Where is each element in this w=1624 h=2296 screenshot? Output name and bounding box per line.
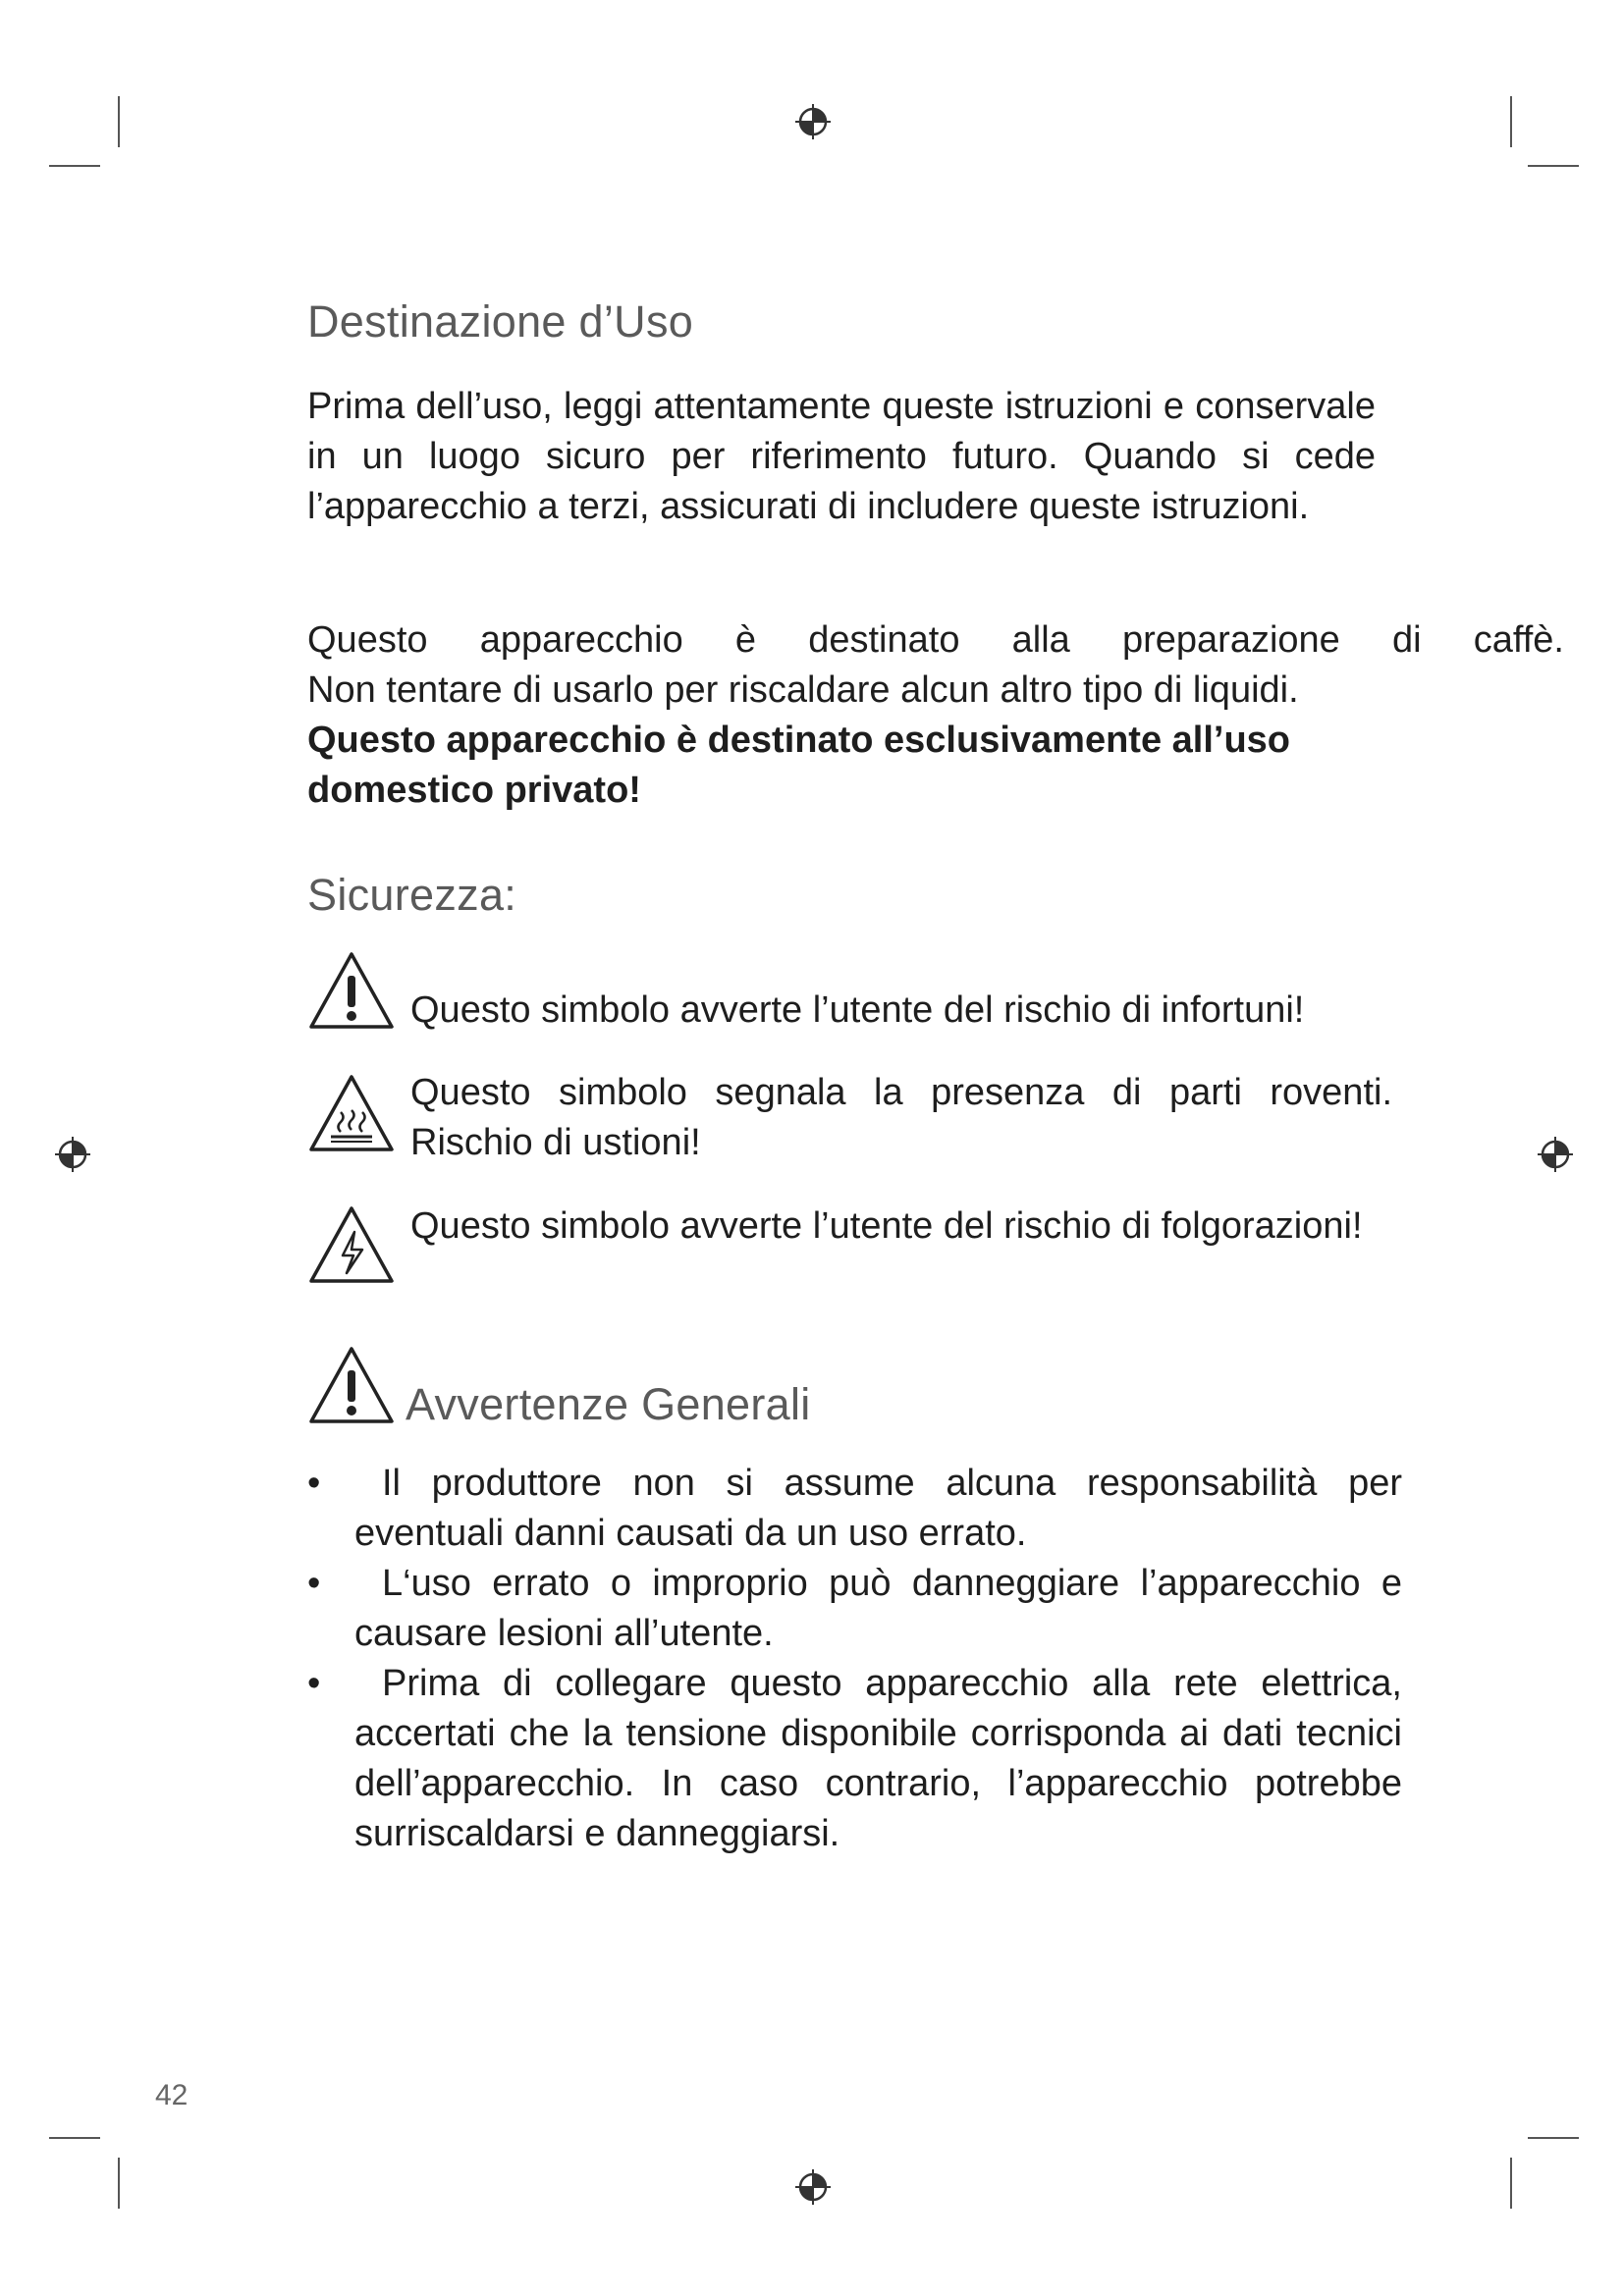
destination-paragraph-2-line-2: Non tentare di usarlo per riscaldare alcun altro tipo di liquidi. [307,669,1299,711]
bullet-icon: • [307,1563,321,1604]
crop-mark [49,2137,100,2139]
crop-mark [1528,2137,1579,2139]
warning-exclamation-icon [307,950,396,1031]
crop-mark [1510,96,1512,147]
list-item-text: L‘uso errato o improprio può danneggiare l’apparecchio e causare lesioni all’utente. [354,1563,1402,1654]
section-title-general-warnings: Avvertenze Generali [406,1379,811,1429]
warning-exclamation-icon [307,1345,396,1425]
section-title-destination: Destinazione d’Uso [307,296,694,347]
bullet-icon: • [307,1663,321,1704]
list-item-text: Il produttore non si assume alcuna responsabilità per eventuali danni causati da un uso errato. [354,1463,1402,1554]
safety-symbol-row [307,950,1397,1039]
registration-mark-icon [1536,1135,1575,1174]
safety-symbol-row [307,1204,1397,1312]
crop-mark [1528,165,1579,167]
registration-mark-icon [53,1135,92,1174]
list-item [307,1559,1402,1659]
bullet-icon: • [307,1463,321,1504]
crop-mark [118,96,120,147]
safety-symbol-text: Questo simbolo segnala la presenza di parti roventi. Rischio di ustioni! [410,1072,1392,1163]
crop-mark [118,2158,120,2209]
destination-paragraph-2-line-1: Questo apparecchio è destinato alla preparazione di caffè. [307,619,1564,661]
general-warnings-list [307,1459,1402,1859]
list-item [307,1459,1402,1559]
crop-mark [1510,2158,1512,2209]
safety-symbol-row [307,1073,1397,1181]
destination-paragraph-2-bold: Questo apparecchio è destinato esclusivamente all’uso domestico privato! [307,720,1291,811]
safety-symbol-text: Questo simbolo avverte l’utente del rischio di folgorazioni! [410,1205,1363,1247]
registration-mark-icon [793,102,833,141]
section-title-safety: Sicurezza: [307,870,517,920]
safety-symbol-text: Questo simbolo avverte l’utente del rischio di infortuni! [410,989,1305,1031]
hot-surface-icon [307,1073,396,1153]
list-item [307,1659,1402,1859]
crop-mark [49,165,100,167]
destination-paragraph-1: Prima dell’uso, leggi attentamente queste istruzioni e conservale in un luogo sicuro per riferimento futuro. Quando si cede l’apparecchio a terzi, assicurati di includere queste istruzioni. [307,386,1376,527]
registration-mark-icon [793,2167,833,2207]
electric-shock-icon [307,1204,396,1285]
list-item-text: Prima di collegare questo apparecchio alla rete elettrica, accertati che la tensione disponibile corrisponda ai dati tecnici dell’apparecchio. In caso contrario, l’apparecchio potrebbe surriscaldarsi e danneggiarsi. [354,1663,1402,1854]
destination-paragraph-2 [307,615,1564,816]
page-number: 42 [155,2079,189,2111]
